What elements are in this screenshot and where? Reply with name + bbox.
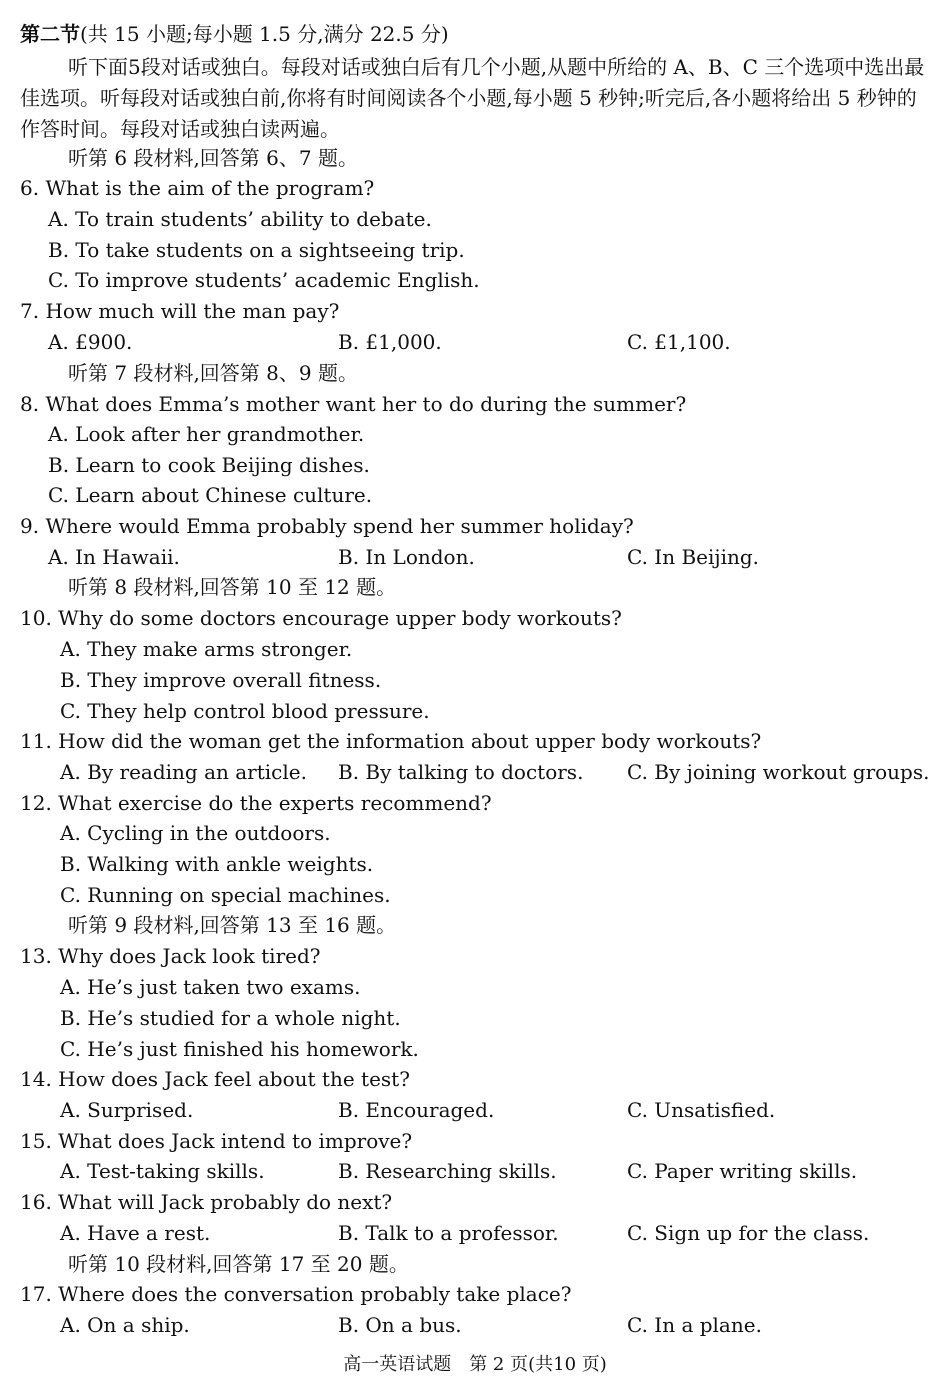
option-14b: B. Encouraged. — [338, 1098, 495, 1122]
option-6c: C. To improve students’ academic English. — [48, 268, 480, 292]
question-14: 14. How does Jack feel about the test? — [20, 1067, 410, 1091]
question-17: 17. Where does the conversation probably take place? — [20, 1282, 572, 1306]
option-14c: C. Unsatisfied. — [627, 1098, 776, 1122]
option-13a: A. He’s just taken two exams. — [60, 975, 361, 999]
option-11a: A. By reading an article. — [60, 760, 307, 784]
question-7: 7. How much will the man pay? — [20, 299, 340, 323]
option-10b: B. They improve overall fitness. — [60, 668, 382, 692]
option-6a: A. To train students’ ability to debate. — [48, 207, 432, 231]
question-9: 9. Where would Emma probably spend her summer holiday? — [20, 514, 634, 538]
section-heading-note: (共 15 小题;每小题 1.5 分,满分 22.5 分) — [80, 22, 449, 46]
option-13b: B. He’s studied for a whole night. — [60, 1006, 401, 1030]
direction-9: 听第 9 段材料,回答第 13 至 16 题。 — [68, 913, 397, 937]
question-8: 8. What does Emma’s mother want her to do during the summer? — [20, 392, 687, 416]
option-6b: B. To take students on a sightseeing trip. — [48, 238, 465, 262]
option-11b: B. By talking to doctors. — [338, 760, 584, 784]
direction-6: 听第 6 段材料,回答第 6、7 题。 — [68, 146, 358, 170]
option-12c: C. Running on special machines. — [60, 883, 391, 907]
option-10a: A. They make arms stronger. — [60, 637, 353, 661]
option-16c: C. Sign up for the class. — [627, 1221, 870, 1245]
option-8c: C. Learn about Chinese culture. — [48, 483, 373, 507]
page-footer: 高一英语试题 第 2 页(共10 页) — [343, 1354, 607, 1375]
question-10: 10. Why do some doctors encourage upper body workouts? — [20, 606, 622, 630]
option-10c: C. They help control blood pressure. — [60, 699, 430, 723]
option-9c: C. In Beijing. — [627, 545, 760, 569]
option-16a: A. Have a rest. — [60, 1221, 211, 1245]
direction-7: 听第 7 段材料,回答第 8、9 题。 — [68, 361, 358, 385]
option-9a: A. In Hawaii. — [48, 545, 180, 569]
question-6: 6. What is the aim of the program? — [20, 176, 375, 200]
option-13c: C. He’s just finished his homework. — [60, 1037, 419, 1061]
option-14a: A. Surprised. — [60, 1098, 194, 1122]
option-17a: A. On a ship. — [60, 1313, 190, 1337]
option-8b: B. Learn to cook Beijing dishes. — [48, 453, 370, 477]
section-heading: 第二节 — [20, 22, 80, 46]
direction-10: 听第 10 段材料,回答第 17 至 20 题。 — [68, 1252, 409, 1276]
option-15c: C. Paper writing skills. — [627, 1159, 858, 1183]
option-12a: A. Cycling in the outdoors. — [60, 821, 331, 845]
question-11: 11. How did the woman get the information about upper body workouts? — [20, 729, 762, 753]
question-16: 16. What will Jack probably do next? — [20, 1190, 393, 1214]
option-17b: B. On a bus. — [338, 1313, 462, 1337]
option-15b: B. Researching skills. — [338, 1159, 557, 1183]
option-16b: B. Talk to a professor. — [338, 1221, 559, 1245]
option-15a: A. Test-taking skills. — [60, 1159, 265, 1183]
option-7b: B. £1,000. — [338, 330, 442, 354]
section-header — [20, 21, 449, 47]
question-12: 12. What exercise do the experts recommend? — [20, 791, 492, 815]
option-7c: C. £1,100. — [627, 330, 731, 354]
option-11c: C. By joining workout groups. — [627, 760, 930, 784]
option-9b: B. In London. — [338, 545, 475, 569]
question-15: 15. What does Jack intend to improve? — [20, 1129, 413, 1153]
option-8a: A. Look after her grandmother. — [48, 422, 365, 446]
direction-8: 听第 8 段材料,回答第 10 至 12 题。 — [68, 575, 397, 599]
option-12b: B. Walking with ankle weights. — [60, 852, 374, 876]
section-instructions: 听下面5段对话或独白。每段对话或独白后有几个小题,从题中所给的 A、B、C 三个选项中选出最佳选项。听每段对话或独白前,你将有时间阅读各个小题,每小题 5 秒钟;听完后,各小题将给出 5 秒钟的作答时间。每段对话或独白读两遍。 — [20, 55, 925, 141]
question-13: 13. Why does Jack look tired? — [20, 944, 321, 968]
option-17c: C. In a plane. — [627, 1313, 762, 1337]
option-7a: A. £900. — [48, 330, 133, 354]
